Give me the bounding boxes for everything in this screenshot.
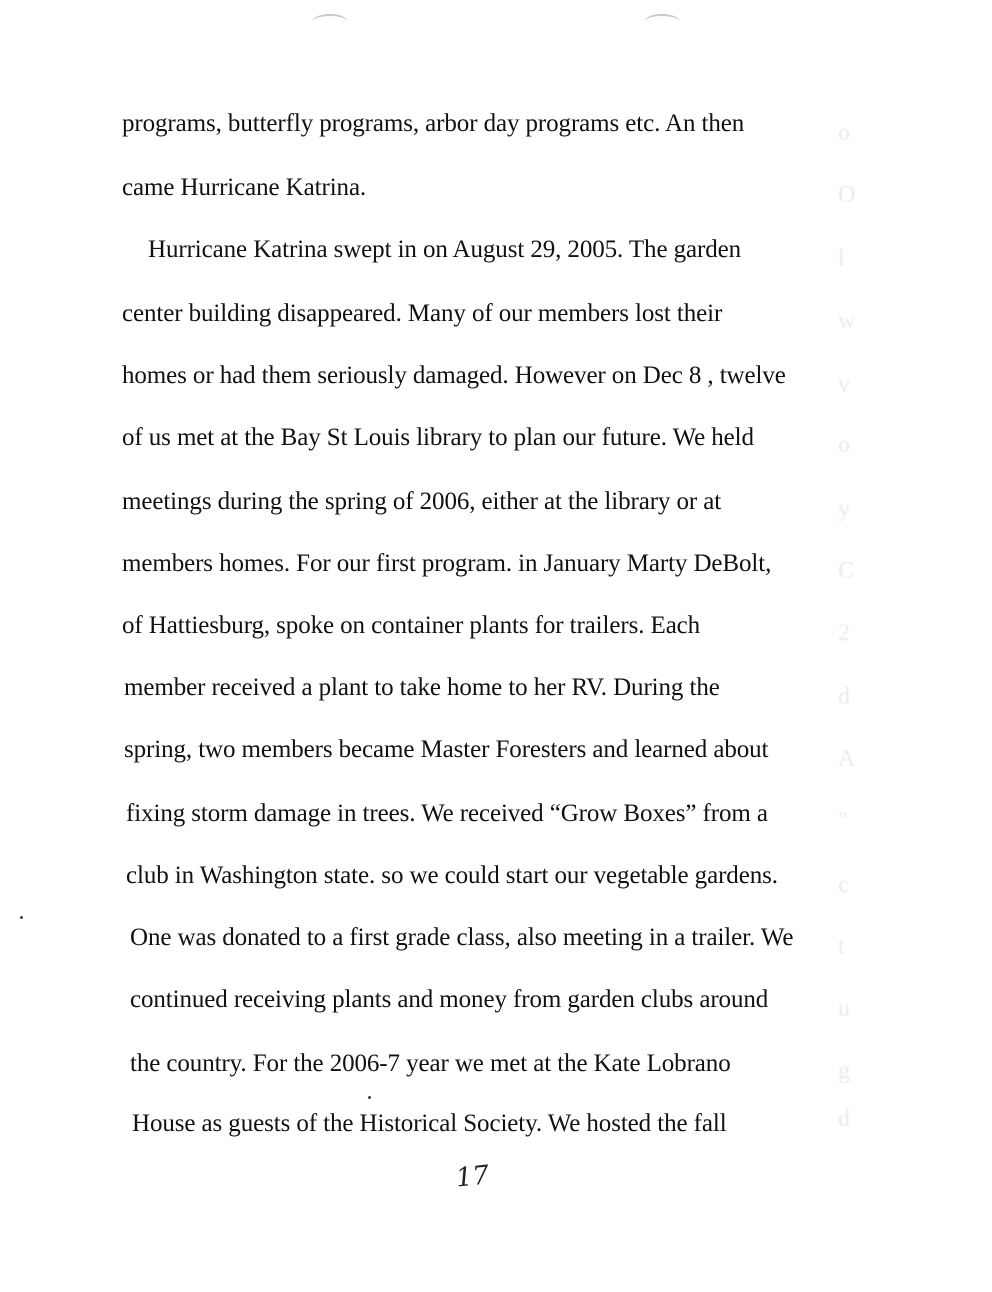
text-line: House as guests of the Historical Society. We hosted the fall bbox=[132, 1110, 727, 1137]
text-line: came Hurricane Katrina. bbox=[122, 174, 367, 201]
text-line: of Hattiesburg, spoke on container plants for trailers. Each bbox=[122, 612, 701, 639]
text-line: continued receiving plants and money from garden clubs around bbox=[130, 986, 769, 1013]
text-line: Hurricane Katrina swept in on August 29, 2005. The garden bbox=[148, 236, 742, 263]
scan-speck bbox=[20, 916, 23, 919]
text-line: spring, two members became Master Foresters and learned about bbox=[124, 736, 769, 763]
scan-speck bbox=[368, 1096, 371, 1099]
text-line: the country. For the 2006-7 year we met at the Kate Lobrano bbox=[130, 1050, 731, 1077]
text-line: members homes. For our first program. in January Marty DeBolt, bbox=[122, 550, 772, 577]
text-line: homes or had them seriously damaged. However on Dec 8 , twelve bbox=[122, 362, 786, 389]
page-number: 17 bbox=[454, 1160, 491, 1194]
text-line: member received a plant to take home to her RV. During the bbox=[124, 674, 720, 701]
text-line: programs, butterfly programs, arbor day programs etc. An then bbox=[122, 110, 745, 137]
bleed-through-shadow: o O l w v o y C 2 d A " c t u g d bbox=[838, 120, 856, 1132]
text-line: One was donated to a first grade class, also meeting in a trailer. We bbox=[130, 924, 794, 951]
text-line: meetings during the spring of 2006, either at the library or at bbox=[122, 488, 722, 515]
text-line: club in Washington state. so we could start our vegetable gardens. bbox=[126, 862, 778, 889]
text-line: of us met at the Bay St Louis library to plan our future. We held bbox=[122, 424, 754, 451]
punch-hole-mark bbox=[312, 14, 348, 30]
punch-hole-mark bbox=[644, 14, 680, 30]
text-line: center building disappeared. Many of our members lost their bbox=[122, 300, 723, 327]
text-line: fixing storm damage in trees. We received “Grow Boxes” from a bbox=[126, 800, 768, 827]
